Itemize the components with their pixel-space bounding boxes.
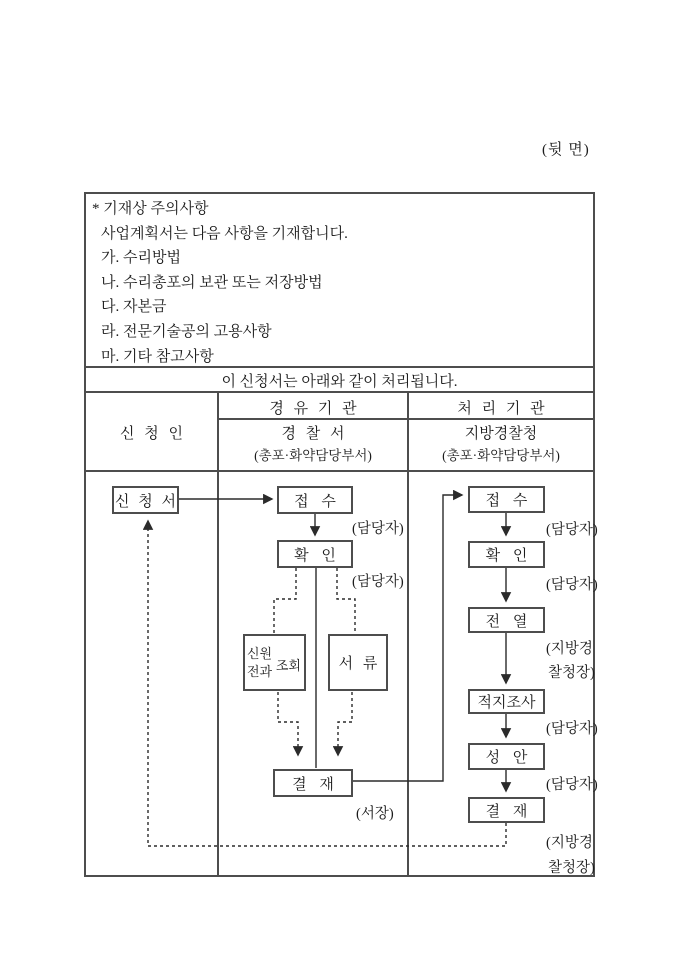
flow-box-application: 신 청 서 [112, 486, 179, 514]
subheader-regional-police: 지방경찰청 [464, 426, 538, 442]
flow-box-regional-approval: 결 재 [468, 797, 545, 823]
back-side-note: (뒷 면) [542, 142, 590, 158]
notes-title: * 기재상 주의사항 [92, 201, 209, 217]
flow-box-identity-record-check [243, 634, 306, 691]
column-header-via-agency: 경 유 기 관 [269, 401, 357, 417]
identity-line3: 조회 [275, 658, 301, 673]
subheader-police-dept: (총포·화약담당부서) [254, 448, 372, 463]
filling-notes-section [92, 197, 572, 369]
label-site-survey-by: (담당자) [546, 721, 598, 737]
label-regional-receipt-by: (담당자) [546, 522, 598, 538]
identity-line2: 전과 [247, 663, 273, 679]
column-header-handling-agency: 처 리 기 관 [457, 401, 545, 417]
label-police-confirm-by: (담당자) [352, 574, 404, 590]
label-regional-approval-by-line1: (지방경 [546, 835, 593, 851]
flow-box-regional-confirm: 확 인 [468, 541, 545, 568]
identity-check-left-lines [245, 645, 272, 681]
label-police-receipt-by: (담당자) [352, 521, 404, 537]
divider-title-bottom [86, 391, 593, 393]
divider-header-bottom [86, 470, 593, 472]
flow-box-regional-review: 전 열 [468, 607, 545, 633]
flow-box-police-confirm: 확 인 [277, 540, 353, 568]
flow-box-police-receipt: 접 수 [277, 486, 353, 514]
notes-item: 마. 기타 참고사항 [101, 348, 214, 365]
label-police-approval-by: (서장) [356, 806, 394, 822]
notes-item: 가. 수리방법 [101, 250, 181, 267]
label-regional-review-by-line2: 찰청장) [548, 665, 595, 681]
flow-box-documents: 서 류 [328, 634, 388, 691]
label-regional-approval-by-line2: 찰청장) [548, 860, 595, 876]
label-regional-review-by-line1: (지방경 [546, 641, 593, 657]
divider-header-row [217, 418, 593, 420]
subheader-police-station: 경 찰 서 [281, 426, 345, 442]
identity-line1: 신원 [247, 645, 273, 661]
notes-item: 나. 수리총포의 보관 또는 저장방법 [101, 274, 323, 291]
notes-item: 다. 자본금 [101, 299, 167, 316]
column-header-applicant: 신 청 인 [120, 426, 183, 442]
notes-intro: 사업계획서는 다음 사항을 기재합니다. [101, 225, 348, 242]
label-regional-confirm-by: (담당자) [546, 577, 598, 593]
flow-box-police-approval: 결 재 [273, 769, 353, 797]
subheader-regional-dept: (총포·화약담당부서) [442, 448, 560, 463]
flow-box-drafting: 성 안 [468, 743, 545, 770]
flow-box-site-survey: 적지조사 [468, 689, 545, 714]
flow-box-regional-receipt: 접 수 [468, 486, 545, 513]
divider-notes-bottom [86, 366, 593, 368]
notes-item: 라. 전문기술공의 고용사항 [101, 323, 272, 340]
process-title: 이 신청서는 아래와 같이 처리됩니다. [221, 374, 458, 390]
label-drafting-by: (담당자) [546, 777, 598, 793]
